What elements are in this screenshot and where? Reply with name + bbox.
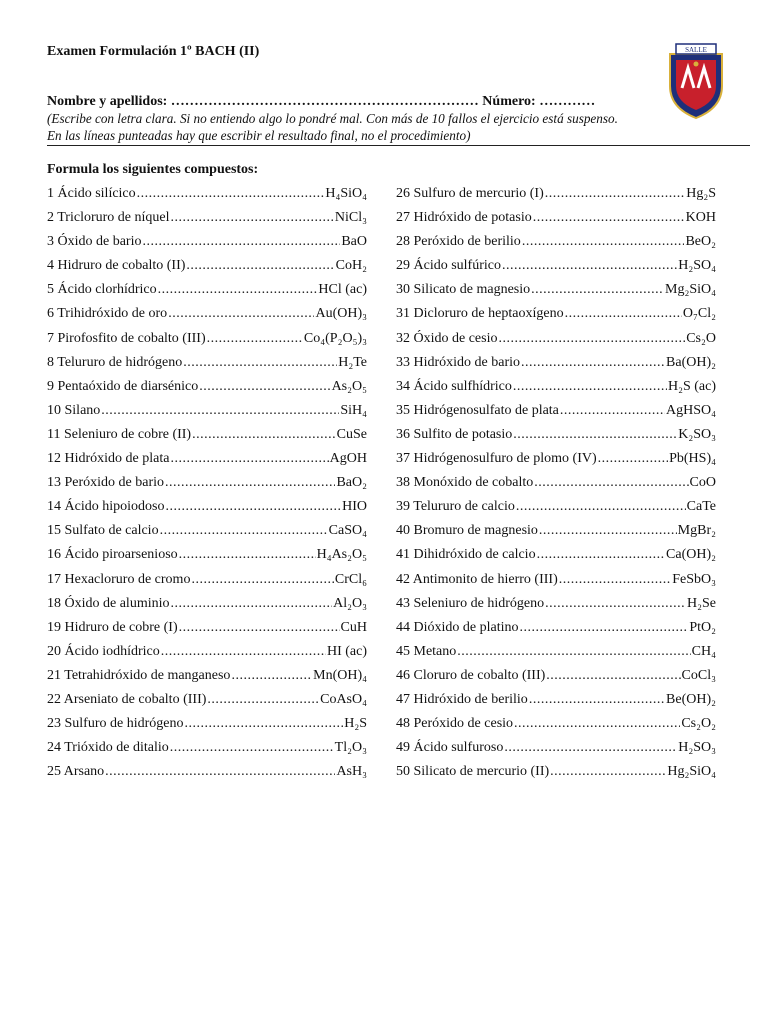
compound-formula: K₂SO₃ [678, 426, 716, 442]
compound-item [396, 620, 716, 644]
compound-name: 12 Hidróxido de plata [47, 451, 170, 467]
compound-item [396, 764, 716, 788]
compound-formula: As₂O₅ [331, 378, 367, 394]
answer-dotted-line [137, 186, 325, 202]
compound-name: 4 Hidruro de cobalto (II) [47, 258, 186, 274]
compound-item [396, 282, 716, 306]
compound-formula: CaTe [686, 499, 716, 515]
compound-name: 45 Metano [396, 643, 457, 659]
answer-dotted-line [516, 499, 686, 515]
compound-formula: BeO₂ [685, 234, 716, 250]
answer-dotted-line [165, 499, 341, 515]
compound-formula: H₄As₂O₅ [316, 547, 367, 563]
answer-dotted-line [565, 306, 682, 322]
compound-formula: Au(OH)₃ [315, 306, 367, 322]
compound-name: 28 Peróxido de berilio [396, 234, 521, 250]
compound-item [47, 403, 367, 427]
compound-item [47, 596, 367, 620]
compound-name: 38 Monóxido de cobalto [396, 475, 534, 491]
compound-name: 33 Hidróxido de bario [396, 354, 521, 370]
answer-dotted-line [502, 258, 677, 274]
compound-item [396, 499, 716, 523]
answer-dotted-line [559, 572, 671, 588]
compound-item [47, 379, 367, 403]
compound-name: 24 Trióxido de ditalio [47, 740, 169, 756]
compound-formula: AgOH [329, 451, 367, 467]
compound-name: 5 Ácido clorhídrico [47, 282, 157, 298]
compound-item [396, 186, 716, 210]
compound-item [396, 644, 716, 668]
svg-text:SALLE: SALLE [685, 46, 707, 54]
compound-item [396, 523, 716, 547]
compound-formula: CuSe [336, 426, 367, 442]
answer-dotted-line [207, 331, 303, 347]
compound-name: 3 Óxido de bario [47, 234, 142, 250]
compound-name: 47 Hidróxido de berilio [396, 691, 528, 707]
section-title: Formula los siguientes compuestos: [47, 162, 259, 177]
compound-formula: PtO₂ [689, 619, 716, 635]
compound-name: 43 Seleniuro de hidrógeno [396, 595, 545, 611]
compound-item [396, 427, 716, 451]
compound-formula: Mg₂SiO₄ [665, 282, 716, 298]
answer-dotted-line [457, 644, 690, 660]
compound-name: 25 Arsano [47, 764, 105, 780]
compound-name: 48 Peróxido de cesio [396, 716, 514, 732]
compound-formula: HI (ac) [326, 643, 367, 659]
compound-formula: HIO [342, 499, 367, 515]
compound-name: 23 Sulfuro de hidrógeno [47, 716, 184, 732]
compound-item [47, 258, 367, 282]
compound-formula: H₂SO₃ [678, 740, 716, 756]
compound-formula: AgHSO₄ [666, 402, 716, 418]
compound-name: 10 Silano [47, 402, 101, 418]
answer-dotted-line [170, 740, 334, 756]
compound-name: 29 Ácido sulfúrico [396, 258, 501, 274]
school-crest-logo [666, 42, 726, 120]
compound-item [396, 668, 716, 692]
compound-name: 21 Tetrahidróxido de manganeso [47, 667, 231, 683]
answer-dotted-line [165, 475, 335, 491]
compound-formula: CH₄ [691, 643, 716, 659]
compound-formula: Ba(OH)₂ [666, 354, 716, 370]
compound-formula: SiH₄ [340, 402, 367, 418]
compound-name: 42 Antimonito de hierro (III) [396, 571, 558, 587]
compound-item [47, 620, 367, 644]
compound-name: 40 Bromuro de magnesio [396, 523, 538, 539]
compound-item [396, 258, 716, 282]
answer-dotted-line [598, 451, 668, 467]
compound-name: 1 Ácido silícico [47, 186, 136, 201]
compound-item [47, 668, 367, 692]
compound-name: 35 Hidrógenosulfato de plata [396, 402, 559, 418]
answer-dotted-line [183, 355, 337, 371]
compound-name: 14 Ácido hipoiodoso [47, 499, 165, 515]
compound-formula: Cs₂O₂ [681, 716, 716, 732]
answer-dotted-line [513, 427, 677, 443]
compound-item [396, 475, 716, 499]
compound-name: 41 Dihidróxido de calcio [396, 547, 536, 563]
compound-item [47, 210, 367, 234]
compound-name: 44 Dióxido de platino [396, 619, 519, 635]
compound-item [396, 355, 716, 379]
compound-item [396, 210, 716, 234]
compound-item [47, 644, 367, 668]
compound-formula: MgBr₂ [677, 523, 716, 539]
answer-dotted-line [105, 764, 335, 780]
answer-dotted-line [521, 355, 665, 371]
compound-item [396, 306, 716, 330]
answer-dotted-line [161, 644, 326, 660]
compounds-column-left [47, 186, 367, 788]
compound-name: 49 Ácido sulfuroso [396, 740, 504, 756]
answer-dotted-line [171, 210, 334, 226]
compound-item [47, 331, 367, 355]
compound-name: 13 Peróxido de bario [47, 475, 165, 491]
compound-formula: Pb(HS)₄ [669, 451, 716, 467]
answer-dotted-line [191, 572, 333, 588]
compound-formula: Co₄(P₂O₅)₃ [303, 330, 367, 346]
compound-formula: O₇Cl₂ [682, 306, 716, 322]
compound-name: 39 Telururo de calcio [396, 499, 515, 515]
compound-item [47, 186, 367, 210]
answer-dotted-line [546, 668, 680, 684]
answer-dotted-line [533, 210, 685, 226]
compound-name: 36 Sulfito de potasio [396, 426, 513, 442]
compound-name: 8 Telururo de hidrógeno [47, 354, 183, 370]
compound-name: 46 Cloruro de cobalto (III) [396, 667, 546, 683]
compound-item [47, 716, 367, 740]
answer-dotted-line [184, 716, 343, 732]
compound-item [396, 572, 716, 596]
compound-formula: NiCl₃ [334, 210, 367, 226]
name-number-field: Nombre y apellidos: ………………………………………………………… Número: ………… [47, 94, 596, 109]
compound-name: 30 Silicato de magnesio [396, 282, 531, 298]
compound-name: 50 Silicato de mercurio (II) [396, 764, 550, 780]
compound-name: 16 Ácido piroarsenioso [47, 547, 178, 563]
answer-dotted-line [529, 692, 665, 708]
compound-formula: Tl₂O₃ [334, 740, 367, 756]
answer-dotted-line [550, 764, 666, 780]
answer-dotted-line [160, 523, 328, 539]
compound-item [47, 547, 367, 571]
compound-formula: CrCl₆ [334, 571, 367, 587]
compound-formula: H₂Te [338, 354, 367, 370]
compound-name: 15 Sulfato de calcio [47, 523, 159, 539]
answer-dotted-line [504, 740, 677, 756]
compound-formula: Cs₂O [686, 330, 716, 346]
answer-dotted-line [186, 258, 334, 274]
compound-formula: BaO₂ [336, 475, 367, 491]
compound-name: 7 Pirofosfito de cobalto (III) [47, 330, 206, 346]
compound-item [396, 547, 716, 571]
compound-item [396, 692, 716, 716]
compound-formula: H₂SO₄ [678, 258, 716, 274]
compound-name: 37 Hidrógenosulfuro de plomo (IV) [396, 451, 597, 467]
compound-formula: Hg₂SiO₄ [667, 764, 716, 780]
answer-dotted-line [531, 282, 664, 298]
answer-dotted-line [179, 547, 316, 563]
compound-item [47, 740, 367, 764]
compound-item [47, 427, 367, 451]
answer-dotted-line [498, 331, 685, 347]
compound-name: 34 Ácido sulfhídrico [396, 378, 512, 394]
compound-item [396, 451, 716, 475]
compound-formula: H₂Se [687, 595, 716, 611]
instructions [47, 110, 747, 144]
compound-name: 6 Trihidróxido de oro [47, 306, 168, 322]
compound-formula: CoAsO₄ [320, 691, 367, 707]
compound-item [396, 379, 716, 403]
exam-title: Examen Formulación 1º BACH (II) [47, 44, 260, 59]
compound-name: 27 Hidróxido de potasio [396, 210, 532, 226]
answer-dotted-line [171, 596, 333, 612]
divider-line [47, 145, 750, 146]
compound-name: 19 Hidruro de cobre (I) [47, 619, 178, 635]
compound-item [396, 596, 716, 620]
compound-item [47, 306, 367, 330]
compound-name: 26 Sulfuro de mercurio (I) [396, 186, 544, 201]
compound-formula: H₂S [344, 716, 367, 732]
answer-dotted-line [231, 668, 312, 684]
compound-item [47, 234, 367, 258]
answer-dotted-line [170, 451, 328, 467]
answer-dotted-line [142, 234, 340, 250]
compound-formula: CoCl₃ [681, 667, 716, 683]
answer-dotted-line [560, 403, 665, 419]
compound-name: 9 Pentaóxido de diarsénico [47, 378, 199, 394]
answer-dotted-line [179, 620, 340, 636]
compound-item [396, 403, 716, 427]
answer-dotted-line [537, 547, 665, 563]
answer-dotted-line [199, 379, 330, 395]
compound-name: 32 Óxido de cesio [396, 330, 498, 346]
instructions-line-2: En las líneas punteadas hay que escribir el resultado final, no el procedimiento) [47, 128, 471, 143]
compound-formula: Mn(OH)₄ [313, 667, 367, 683]
compound-name: 22 Arseniato de cobalto (III) [47, 691, 207, 707]
answer-dotted-line [158, 282, 318, 298]
compound-item [47, 451, 367, 475]
compound-formula: H₄SiO₄ [325, 186, 367, 201]
compound-item [47, 572, 367, 596]
compound-formula: KOH [685, 210, 716, 226]
compound-item [396, 331, 716, 355]
compound-formula: CaSO₄ [328, 523, 367, 539]
compound-formula: Hg₂S [686, 186, 716, 201]
answer-dotted-line [514, 716, 680, 732]
compound-name: 17 Hexacloruro de cromo [47, 571, 191, 587]
compound-formula: Al₂O₃ [333, 595, 367, 611]
compound-formula: H₂S (ac) [667, 378, 716, 394]
compound-name: 11 Seleniuro de cobre (II) [47, 426, 192, 442]
compound-item [47, 475, 367, 499]
compound-formula: CuH [340, 619, 367, 635]
answer-dotted-line [545, 186, 685, 202]
answer-dotted-line [545, 596, 686, 612]
answer-dotted-line [207, 692, 319, 708]
answer-dotted-line [101, 403, 339, 419]
compound-name: 2 Tricloruro de níquel [47, 210, 170, 226]
compound-item [47, 282, 367, 306]
compound-formula: CoO [689, 475, 716, 491]
compound-name: 20 Ácido iodhídrico [47, 643, 160, 659]
answer-dotted-line [520, 620, 689, 636]
answer-dotted-line [534, 475, 688, 491]
compound-formula: Be(OH)₂ [666, 691, 716, 707]
compound-formula: Ca(OH)₂ [666, 547, 716, 563]
instructions-line-1: (Escribe con letra clara. Si no entiendo algo lo pondré mal. Con más de 10 fallos el ejercicio está suspenso. [47, 111, 618, 126]
answer-dotted-line [522, 234, 685, 250]
compound-item [396, 740, 716, 764]
answer-dotted-line [168, 306, 314, 322]
answer-dotted-line [192, 427, 336, 443]
compound-item [47, 355, 367, 379]
compound-formula: FeSbO₃ [672, 571, 716, 587]
compound-item [47, 764, 367, 788]
compound-formula: BaO [341, 234, 367, 250]
compound-item [47, 499, 367, 523]
compounds-column-right [396, 186, 716, 788]
compound-item [396, 234, 716, 258]
answer-dotted-line [513, 379, 667, 395]
compound-formula: HCl (ac) [318, 282, 367, 298]
compound-name: 31 Dicloruro de heptaoxígeno [396, 306, 564, 322]
compound-item [47, 523, 367, 547]
compound-item [47, 692, 367, 716]
compound-item [396, 716, 716, 740]
answer-dotted-line [539, 523, 677, 539]
compound-formula: CoH₂ [335, 258, 367, 274]
compound-formula: AsH₃ [336, 764, 367, 780]
compound-name: 18 Óxido de aluminio [47, 595, 170, 611]
